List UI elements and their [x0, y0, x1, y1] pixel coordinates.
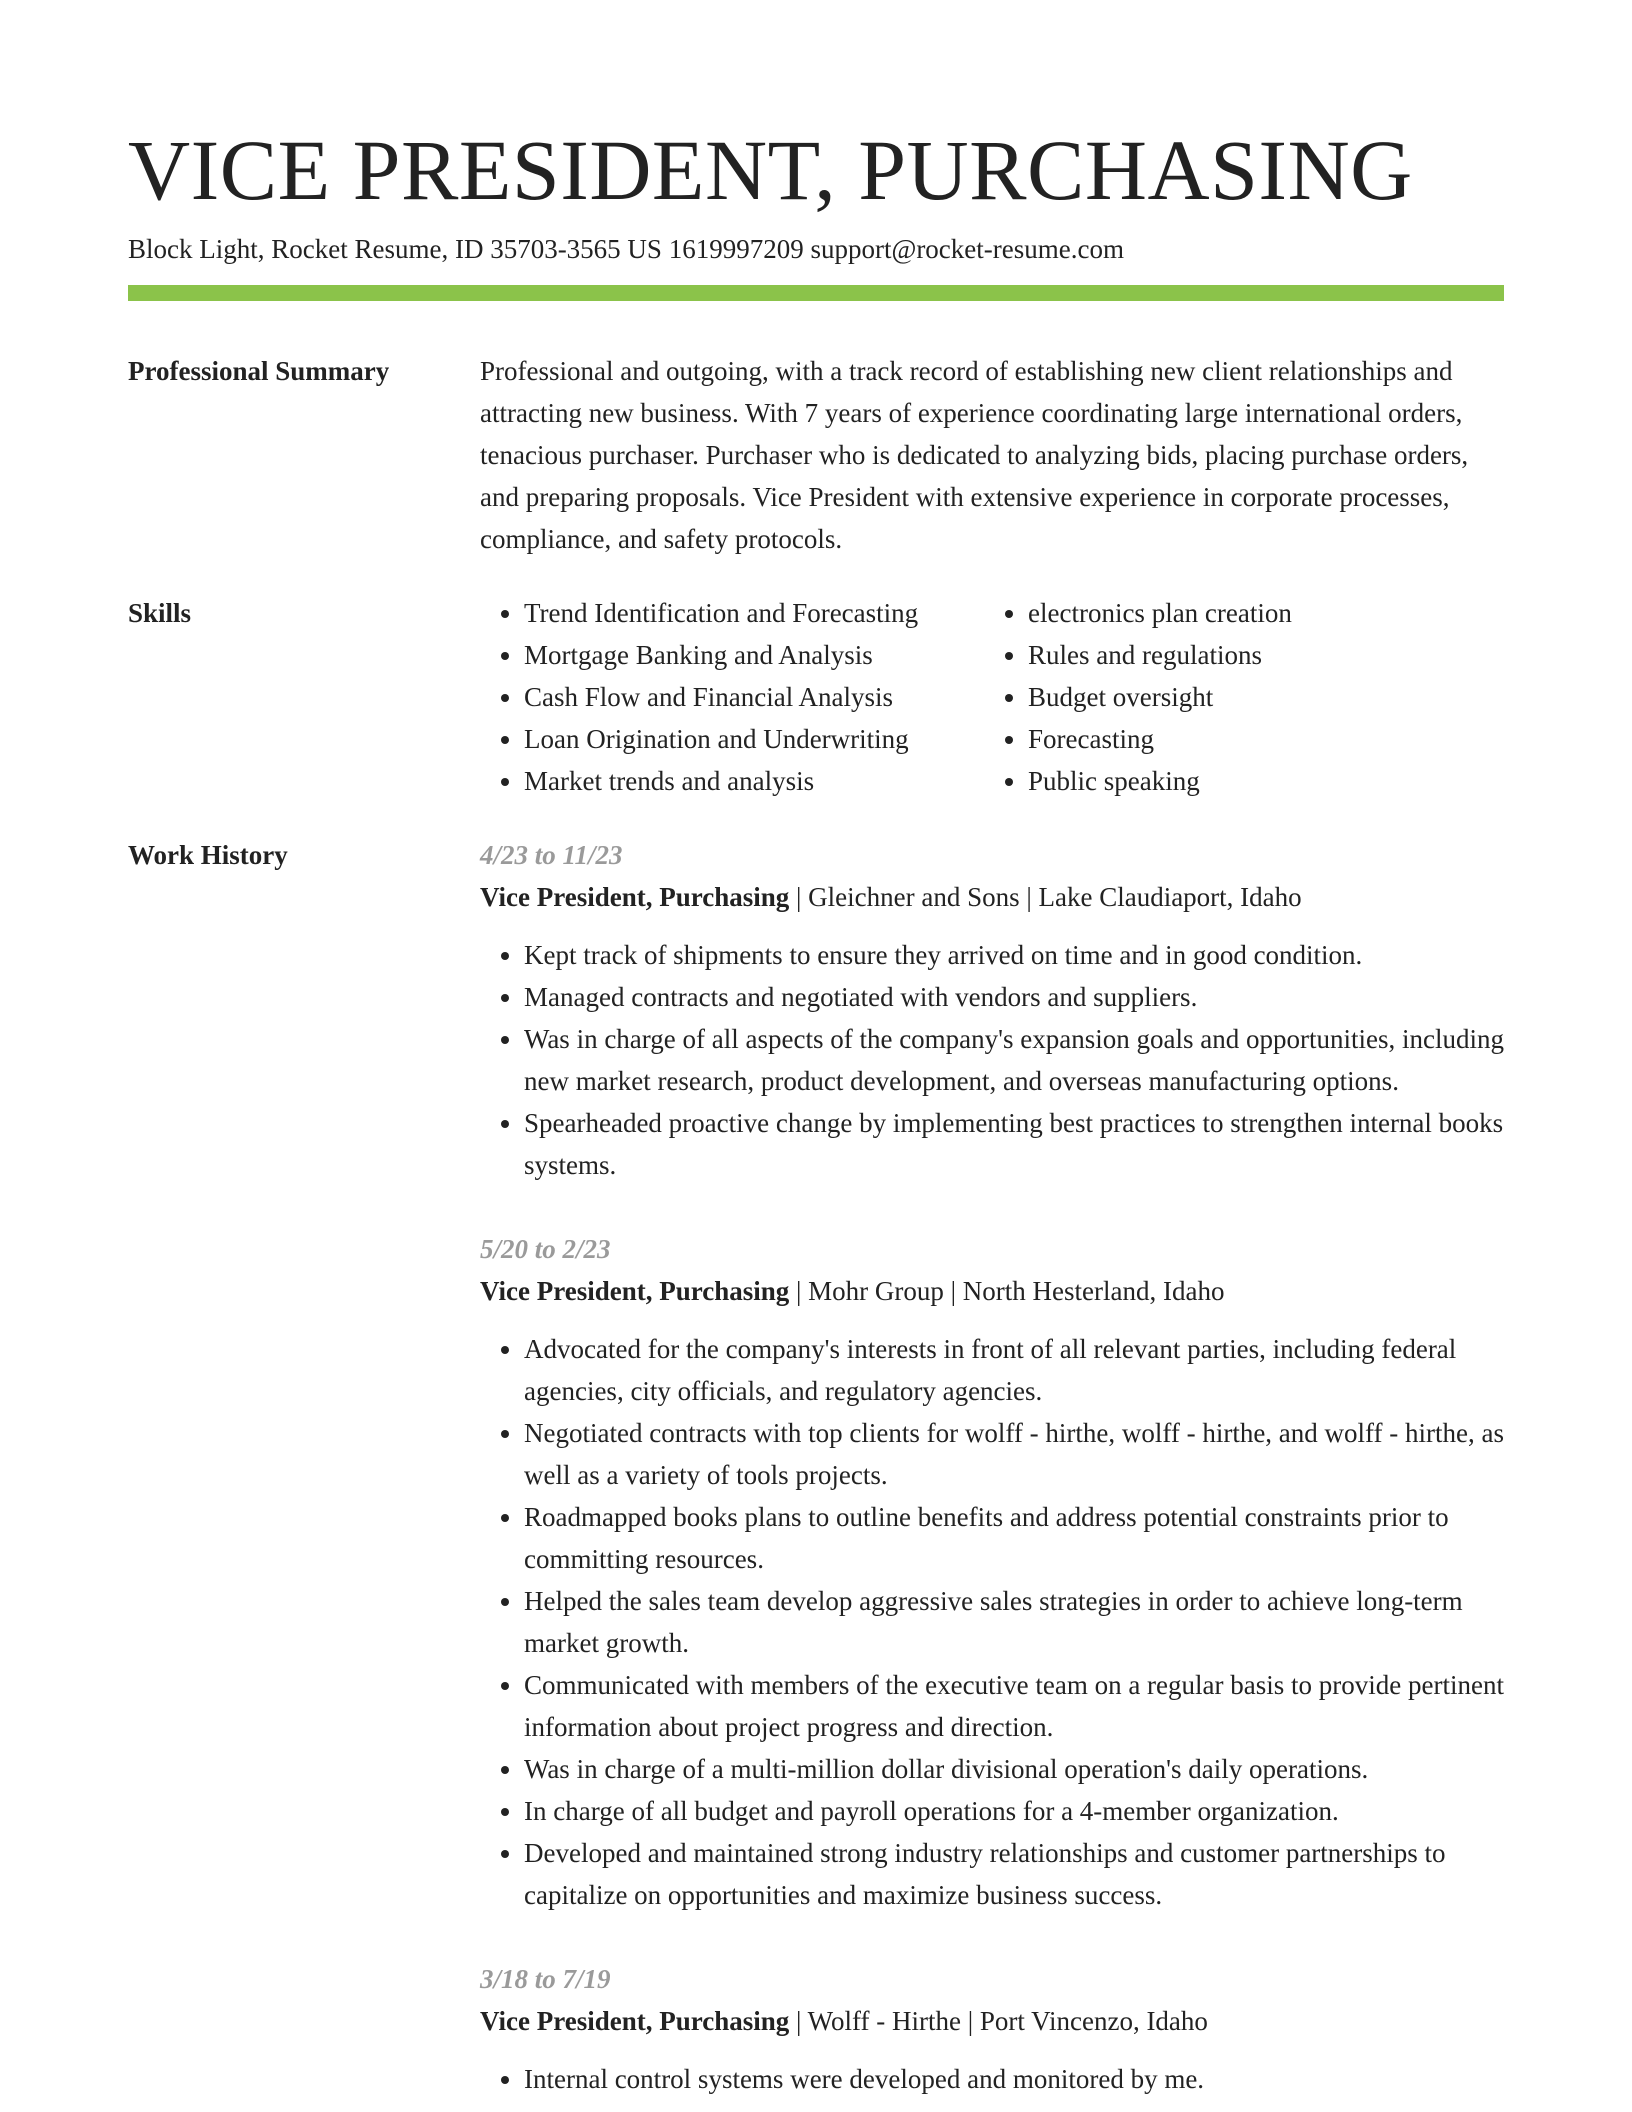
skill-item: • Forecasting [1028, 718, 1498, 760]
job-heading [480, 2000, 1504, 2042]
job-dates: 3/18 to 7/19 [480, 1964, 611, 1994]
job-title: Vice President, Purchasing [480, 1276, 790, 1306]
job-bullet: • Kept track of shipments to ensure they arrived on time and in good condition. [524, 934, 1504, 976]
job-dates: 4/23 to 11/23 [480, 840, 623, 870]
job-dates: 5/20 to 2/23 [480, 1234, 611, 1264]
job-entry [480, 1228, 1504, 1916]
skill-item: • Cash Flow and Financial Analysis [524, 676, 984, 718]
work-history-body [480, 834, 1504, 2112]
job-details: | Gleichner and Sons | Lake Claudiaport, Idaho [789, 882, 1302, 912]
header-divider [128, 285, 1504, 301]
work-history-label: Work History [128, 840, 288, 870]
skills-columns [480, 592, 1504, 802]
job-bullets [480, 1328, 1504, 1916]
job-heading [480, 1270, 1504, 1312]
job-bullet: • Helped the sales team develop aggressive sales strategies in order to achieve long-term market growth. [524, 1580, 1504, 1664]
skill-item: • Budget oversight [1028, 676, 1498, 718]
job-bullet: • In charge of all budget and payroll operations for a 4-member organization. [524, 1790, 1504, 1832]
contact-info: Block Light, Rocket Resume, ID 35703-3565 US 1619997209 support@rocket-resume.com [128, 234, 1124, 264]
resume-title: VICE PRESIDENT, PURCHASING [128, 122, 1413, 218]
job-details: | Mohr Group | North Hesterland, Idaho [789, 1276, 1225, 1306]
job-bullet: • Internal control systems were developed and monitored by me. [524, 2058, 1504, 2100]
skills-list-right [984, 592, 1498, 802]
summary-text: Professional and outgoing, with a track record of establishing new client relationships and attracting new business. With 7 years of experience coordinating large international orders, tenacious purchaser. Purchaser who is dedicated to analyzing bids, placing purchase orders, and preparing proposals. Vice President with extensive experience in corporate processes, compliance, and safety protocols. [480, 356, 1469, 554]
job-bullet: • Managed contracts and negotiated with vendors and suppliers. [524, 976, 1504, 1018]
job-entry [480, 1958, 1504, 2100]
job-bullet: • Developed and maintained strong industry relationships and customer partnerships to capitalize on opportunities and maximize business success. [524, 1832, 1504, 1916]
skill-item: • Mortgage Banking and Analysis [524, 634, 984, 676]
skill-item: • Loan Origination and Underwriting [524, 718, 984, 760]
summary-label: Professional Summary [128, 356, 390, 386]
skills-list-left [480, 592, 984, 802]
job-bullets [480, 2058, 1504, 2100]
job-bullet: • Advocated for the company's interests in front of all relevant parties, including federal agencies, city officials, and regulatory agencies. [524, 1328, 1504, 1412]
skills-label: Skills [128, 598, 192, 628]
job-bullet: • Roadmapped books plans to outline benefits and address potential constraints prior to committing resources. [524, 1496, 1504, 1580]
skill-item: • electronics plan creation [1028, 592, 1498, 634]
skill-item: • Public speaking [1028, 760, 1498, 802]
job-bullet: • Communicated with members of the executive team on a regular basis to provide pertinent information about project progress and direction. [524, 1664, 1504, 1748]
skill-item: • Rules and regulations [1028, 634, 1498, 676]
job-bullets [480, 934, 1504, 1186]
job-title: Vice President, Purchasing [480, 882, 790, 912]
summary-body [480, 350, 1504, 560]
skills-body [480, 592, 1504, 802]
job-bullet: • Spearheaded proactive change by implementing best practices to strengthen internal books systems. [524, 1102, 1504, 1186]
job-entry [480, 834, 1504, 1186]
job-details: | Wolff - Hirthe | Port Vincenzo, Idaho [789, 2006, 1208, 2036]
resume-header [128, 118, 1504, 266]
skill-item: • Market trends and analysis [524, 760, 984, 802]
job-title: Vice President, Purchasing [480, 2006, 790, 2036]
job-bullet: • Was in charge of all aspects of the company's expansion goals and opportunities, including new market research, product development, and overseas manufacturing options. [524, 1018, 1504, 1102]
skill-item: • Trend Identification and Forecasting [524, 592, 984, 634]
job-bullet: • Negotiated contracts with top clients for wolff - hirthe, wolff - hirthe, and wolff - hirthe, as well as a variety of tools projects. [524, 1412, 1504, 1496]
job-bullet: • Was in charge of a multi-million dollar divisional operation's daily operations. [524, 1748, 1504, 1790]
job-heading [480, 876, 1504, 918]
